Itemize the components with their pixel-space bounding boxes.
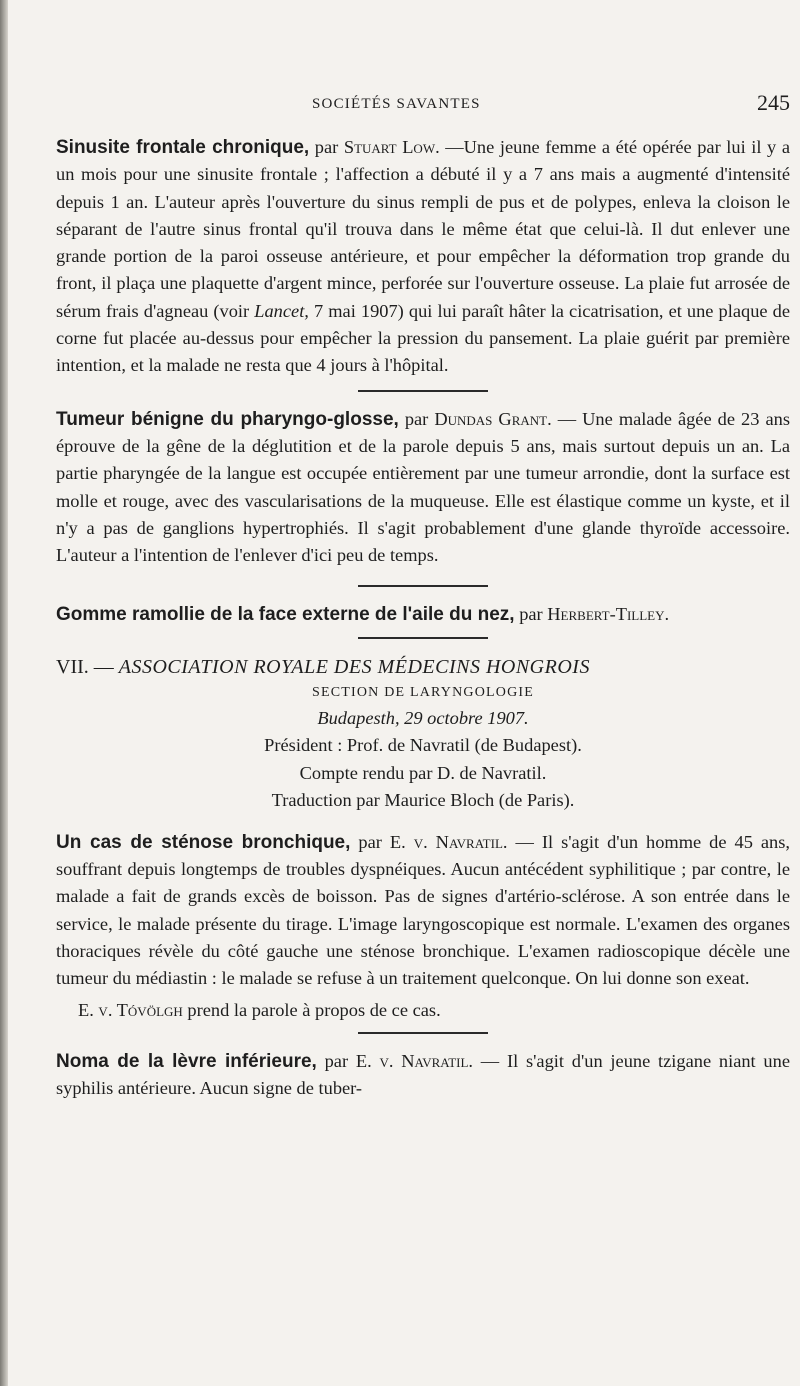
- page-number: 245: [757, 90, 790, 115]
- article-author: Herbert-Tilley.: [547, 604, 670, 625]
- running-head-title: SOCIÉTÉS SAVANTES: [312, 96, 481, 112]
- article-title: Noma de la lèvre inférieure,: [56, 1050, 317, 1072]
- article-by: par: [316, 1050, 356, 1071]
- separator-rule: [358, 390, 488, 392]
- running-head: [56, 90, 790, 116]
- article-body: — Une malade âgée de 23 ans éprouve de la gêne de la déglutition et de la parole depuis 5 ans, mais surtout depuis un an. La partie pharyngée de la langue est occupée entièrement par une tumeur arrondie, dont la surface est molle et rouge, avec des vascularisations de la muqueuse. Elle est élastique comme un kyste, et il n'y a pas de ganglions hypertrophiés. Il s'agit probablement d'une glande thyroïde accessoire. L'auteur a l'intention de l'enlever d'ici peu de temps.: [56, 408, 790, 566]
- article-by: par: [514, 604, 548, 625]
- section-translation: Traduction par Maurice Bloch (de Paris).: [271, 790, 575, 811]
- article-tumeur: [56, 406, 790, 570]
- article-body: — Il s'agit d'un jeune tzigane niant une syphilis antérieure. Aucun signe de tuber-: [56, 1050, 790, 1099]
- article-author: Dundas Grant.: [434, 408, 552, 429]
- discussion-text: prend la parole à propos de ce cas.: [182, 999, 441, 1020]
- article-by: par: [350, 831, 390, 852]
- section-name: ASSOCIATION ROYALE DES MÉDECINS HONGROIS: [118, 655, 590, 678]
- article-title: Sinusite frontale chronique,: [56, 137, 310, 158]
- page: [56, 90, 790, 1102]
- article-by: par: [309, 137, 344, 157]
- separator-rule: [358, 585, 488, 587]
- section-president: Président : Prof. de Navratil (de Budapest).: [264, 735, 582, 756]
- section-heading: [56, 653, 790, 681]
- article-by: par: [398, 408, 435, 429]
- article-sinusite: [56, 134, 790, 380]
- scan-left-edge: [0, 0, 8, 1386]
- article-gomme: [56, 601, 790, 628]
- article-noma: [56, 1048, 790, 1103]
- article-body: —Une jeune femme a été opérée par lui il y a un mois pour une sinusite frontale ; l'affection a débuté il y a 7 ans mais a augmenté d'intensité depuis 1 an. L'auteur après l'ouverture du sinus rempli de pus et de polypes, enleva la cloison le séparant de l'autre sinus frontal qu'il trouva dans le même état que celui-là. Il dut enlever une grande portion de la paroi osseuse antérieure, et pour empêcher la déformation trop grande du front, il plaça une plaquette d'argent mince, perforée sur l'ouverture osseuse. La plaie fut arrosée de sérum frais d'agneau (voir: [56, 137, 790, 321]
- subsection-title: SECTION DE LARYNGOLOGIE: [311, 684, 535, 700]
- article-title: Gomme ramollie de la face externe de l'aile du nez,: [56, 604, 515, 626]
- article-author: E. v. Navratil.: [389, 831, 508, 852]
- article-title: Un cas de sténose bronchique,: [56, 831, 351, 853]
- article-stenose: [56, 829, 790, 993]
- discussion-author: E. v. Tóvölgh: [78, 999, 183, 1020]
- section-report: Compte rendu par D. de Navratil.: [299, 762, 547, 783]
- separator-rule: [358, 637, 488, 639]
- article-body-continued: 7 mai 1907) qui lui paraît hâter la cicatrisation, et une plaque de corne fut placée au-dessus pour empêcher la pression du pansement. La plaie guérit par première intention, et la malade ne resta que 4 jours à l'hôpital.: [56, 300, 790, 376]
- article-discussion: [56, 997, 790, 1024]
- section-number: VII. —: [56, 655, 119, 678]
- article-body: — Il s'agit d'un homme de 45 ans, souffrant depuis longtemps de troubles dyspnéiques. Aucun antécédent syphilitique ; par contre, le malade a fait de grands excès de boisson. Pas de signes d'artério-sclérose. A son entrée dans le service, le malade présente du tirage. L'image laryngoscopique est normale. L'examen des organes thoraciques révèle du côté gauche une sténose bronchique. L'examen radioscopique décèle une tumeur du médiastin : le malade se refuse à un traitement quelconque. On lui donne son exeat.: [56, 831, 790, 989]
- article-title: Tumeur bénigne du pharyngo-glosse,: [56, 408, 399, 430]
- article-author: Stuart Low.: [343, 137, 440, 157]
- section-place-date: Budapesth, 29 octobre 1907.: [317, 707, 529, 728]
- article-author: E. v. Navratil.: [355, 1050, 474, 1071]
- article-citation: Lancet,: [254, 300, 309, 321]
- separator-rule: [358, 1032, 488, 1034]
